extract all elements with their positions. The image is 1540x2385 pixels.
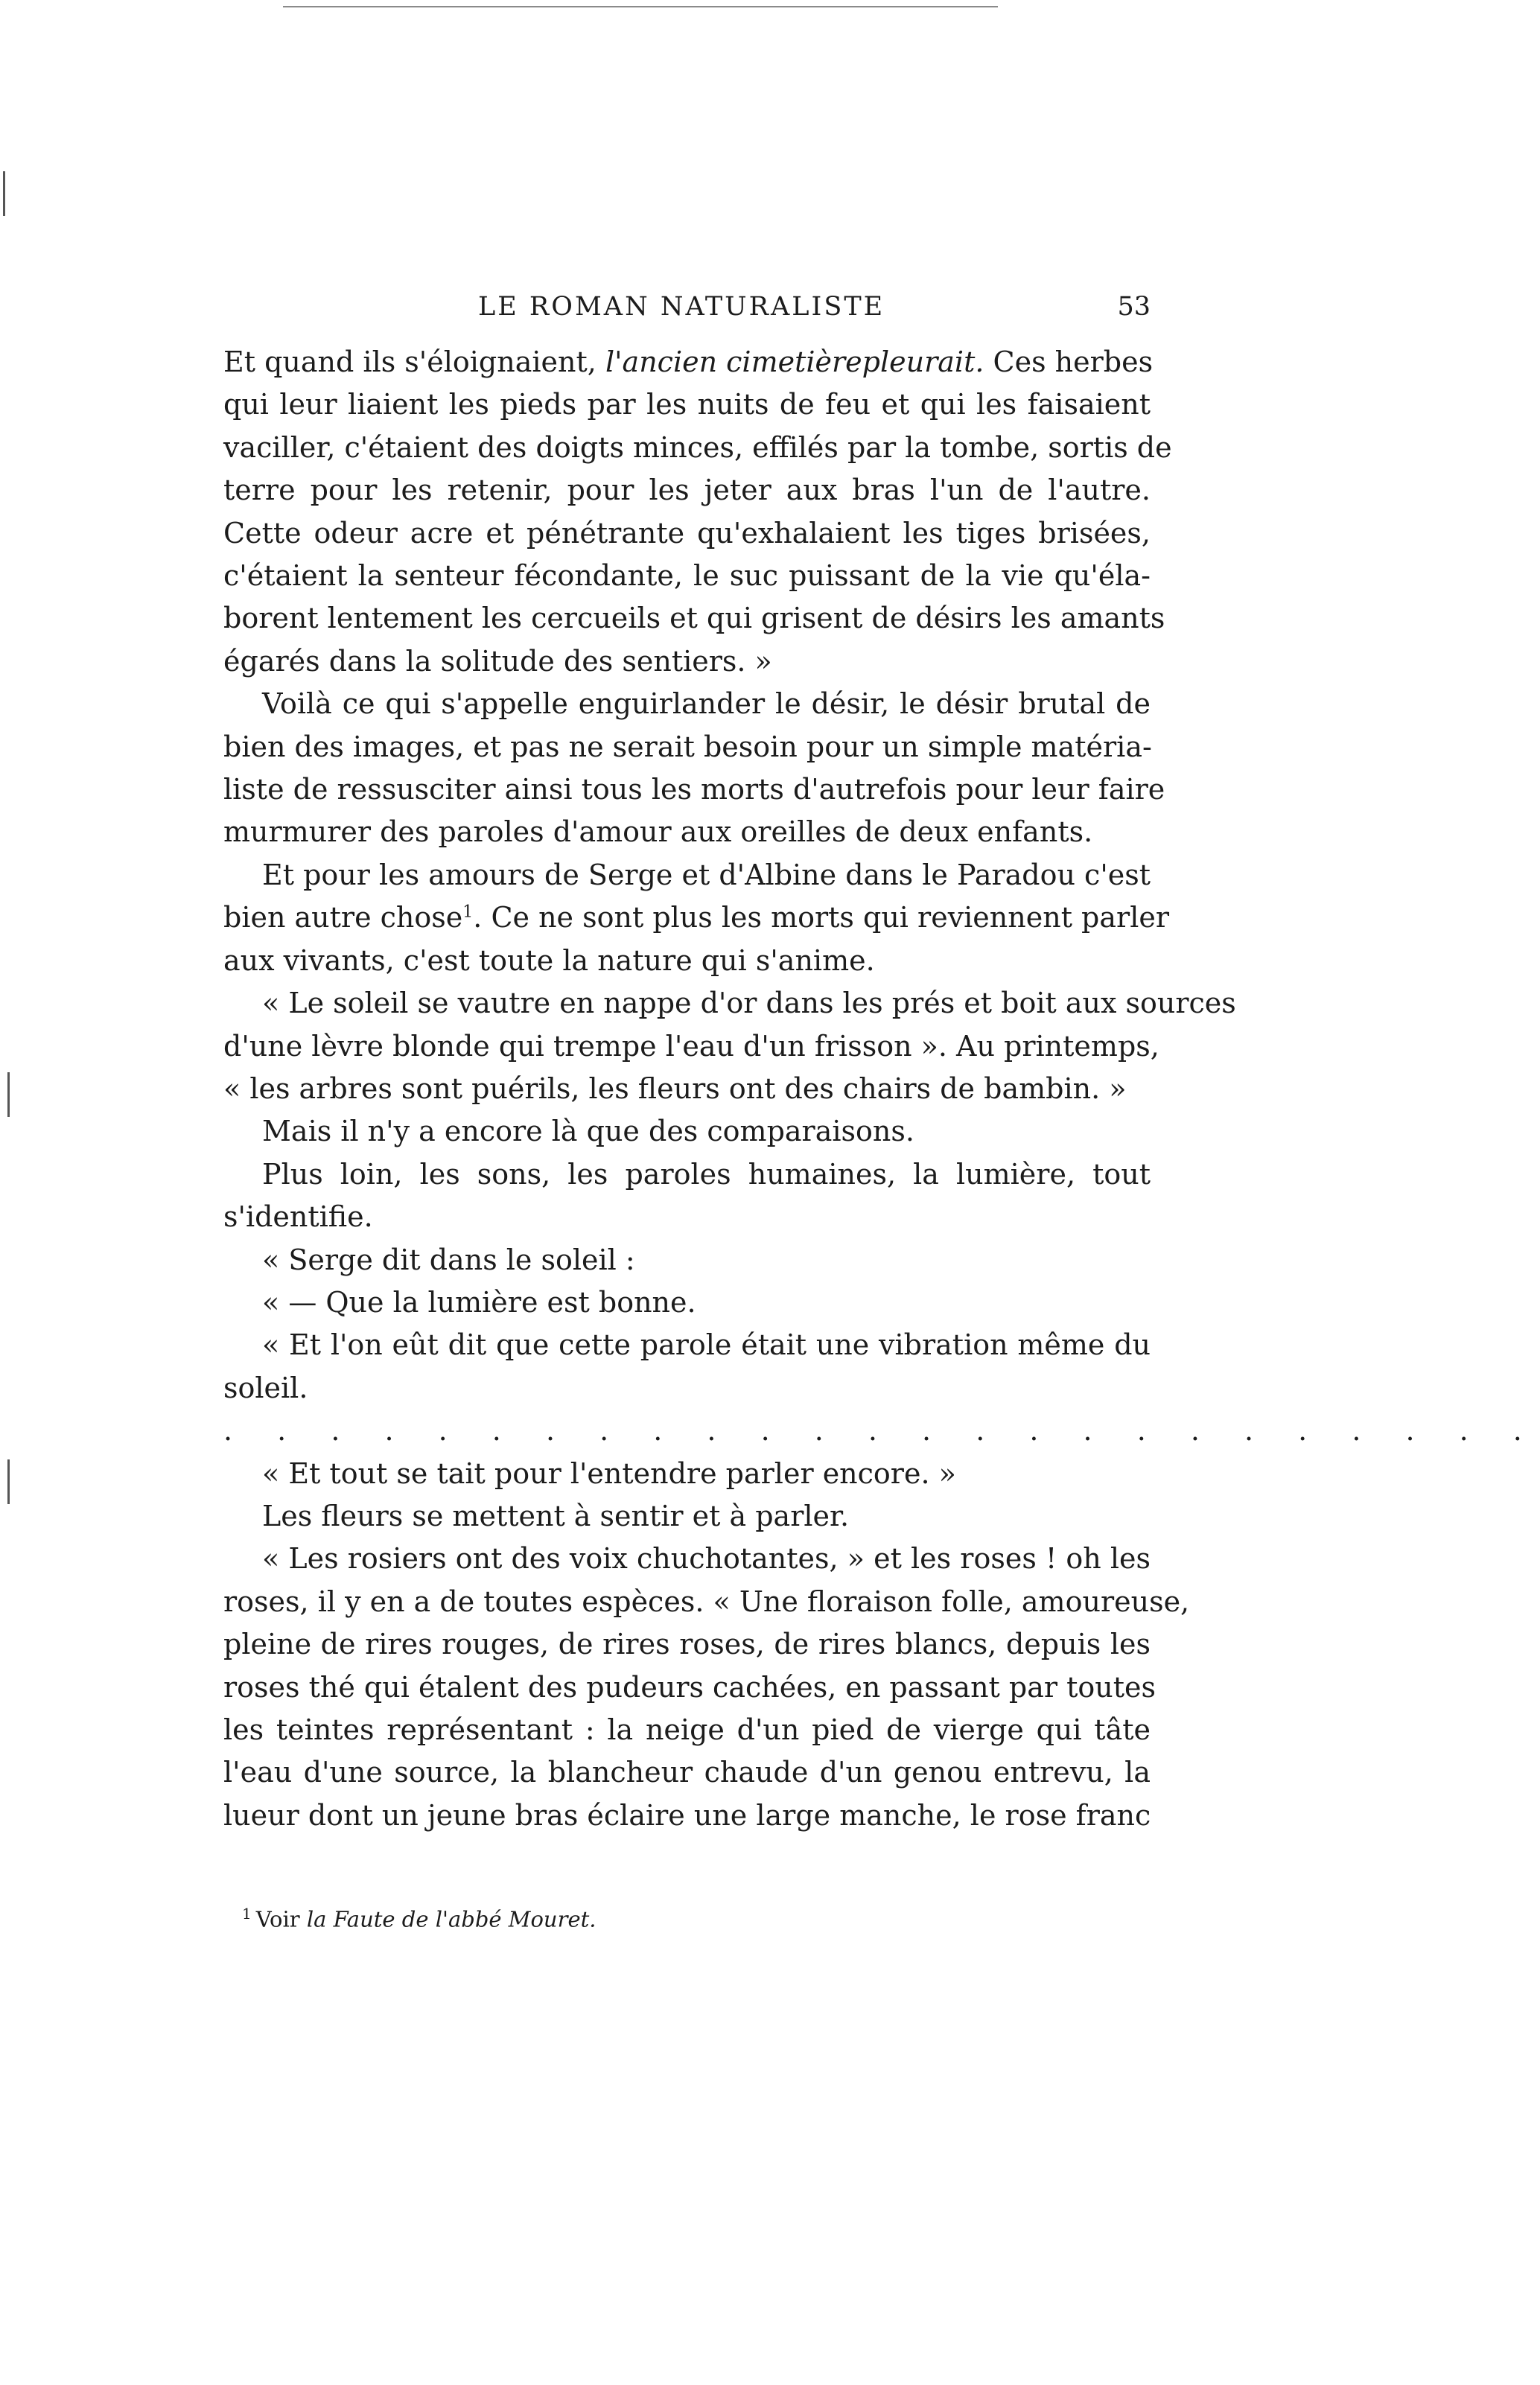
- running-title: LE ROMAN NATURALISTE: [478, 292, 885, 322]
- page-header: [223, 292, 1151, 328]
- text-line: Et pour les amours de Serge et d'Albine dans le Paradou c'est: [262, 858, 1151, 891]
- text-line: « Serge dit dans le soleil :: [262, 1243, 635, 1276]
- text-line: Mais il n'y a encore là que des comparaisons.: [262, 1115, 914, 1148]
- text-line: bien des images, et pas ne serait besoin pour un simple matéria-: [223, 730, 1152, 763]
- text-line: « Les rosiers ont des voix chuchotantes, » et les roses ! oh les: [262, 1542, 1151, 1576]
- text-line: « Le soleil se vautre en nappe d'or dans les prés et boit aux sources: [262, 987, 1236, 1020]
- footnote-marker: 1: [242, 1905, 252, 1923]
- text-line: vaciller, c'étaient des doigts minces, effilés par la tombe, sortis de: [223, 430, 1172, 464]
- scan-margin-mark: [3, 171, 5, 216]
- scan-margin-mark: [7, 1072, 10, 1117]
- text-line: bien autre chose$^1$. Ce ne sont plus les morts qui reviennent parler: [223, 901, 1170, 934]
- footnote-title: la Faute de l'abbé Mouret.: [306, 1906, 596, 1932]
- text-line: Plus loin, les sons, les paroles humaines, la lumière, tout: [262, 1157, 1151, 1191]
- text-line: Les fleurs se mettent à sentir et à parler.: [262, 1499, 850, 1532]
- text-line: l'eau d'une source, la blancheur chaude d'un genou entrevu, la: [223, 1756, 1151, 1789]
- text-line: « Et l'on eût dit que cette parole était une vibration même du: [262, 1328, 1151, 1362]
- text-line: Et quand ils s'éloignaient, l'ancien cimetièrepleurait. Ces herbes: [223, 346, 1154, 378]
- scan-margin-mark: [7, 1459, 10, 1504]
- text-line: s'identifie.: [223, 1200, 373, 1234]
- text-line: qui leur liaient les pieds par les nuits de feu et qui les faisaient: [223, 388, 1151, 421]
- text-line: Cette odeur acre et pénétrante qu'exhalaient les tiges brisées,: [223, 516, 1151, 550]
- footnote: [242, 1905, 596, 1932]
- ellipsis-divider: . . . . . . . . . . . . . . . . . . . . . . . . .: [223, 1414, 1540, 1448]
- text-line: « les arbres sont puérils, les fleurs ont des chairs de bambin. »: [223, 1072, 1127, 1105]
- italic-phrase: l'ancien cimetièrepleurait.: [605, 346, 984, 378]
- scan-top-rule: [283, 6, 998, 7]
- text-line: pleine de rires rouges, de rires roses, de rires blancs, depuis les: [223, 1628, 1151, 1661]
- text-line: d'une lèvre blonde qui trempe l'eau d'un frisson ». Au printemps,: [223, 1029, 1159, 1063]
- footnote-prefix: Voir: [255, 1906, 307, 1932]
- text-line: lueur dont un jeune bras éclaire une large manche, le rose franc: [223, 1798, 1151, 1832]
- page-body: [223, 341, 1540, 1837]
- text-line: borent lentement les cercueils et qui grisent de désirs les amants: [223, 602, 1165, 635]
- text-line: « — Que la lumière est bonne.: [262, 1285, 696, 1319]
- text-line: liste de ressusciter ainsi tous les morts d'autrefois pour leur faire: [223, 773, 1165, 806]
- text-line: terre pour les retenir, pour les jeter aux bras l'un de l'autre.: [223, 474, 1151, 507]
- text-line: égarés dans la solitude des sentiers. »: [223, 644, 772, 678]
- text-line: aux vivants, c'est toute la nature qui s'anime.: [223, 943, 875, 977]
- text-line: Voilà ce qui s'appelle enguirlander le désir, le désir brutal de: [262, 687, 1151, 721]
- text-line: roses thé qui étalent des pudeurs cachées, en passant par toutes: [223, 1670, 1156, 1704]
- text-line: roses, il y en a de toutes espèces. « Une floraison folle, amoureuse,: [223, 1585, 1190, 1618]
- text-line: murmurer des paroles d'amour aux oreilles de deux enfants.: [223, 815, 1093, 849]
- text-line: les teintes représentant : la neige d'un pied de vierge qui tâte: [223, 1713, 1151, 1746]
- text-line: « Et tout se tait pour l'entendre parler encore. »: [262, 1456, 956, 1490]
- page-number: 53: [1117, 292, 1151, 322]
- footnote-reference: 1: [462, 902, 474, 922]
- text-line: c'étaient la senteur fécondante, le suc puissant de la vie qu'éla-: [223, 559, 1151, 593]
- text-line: soleil.: [223, 1371, 308, 1404]
